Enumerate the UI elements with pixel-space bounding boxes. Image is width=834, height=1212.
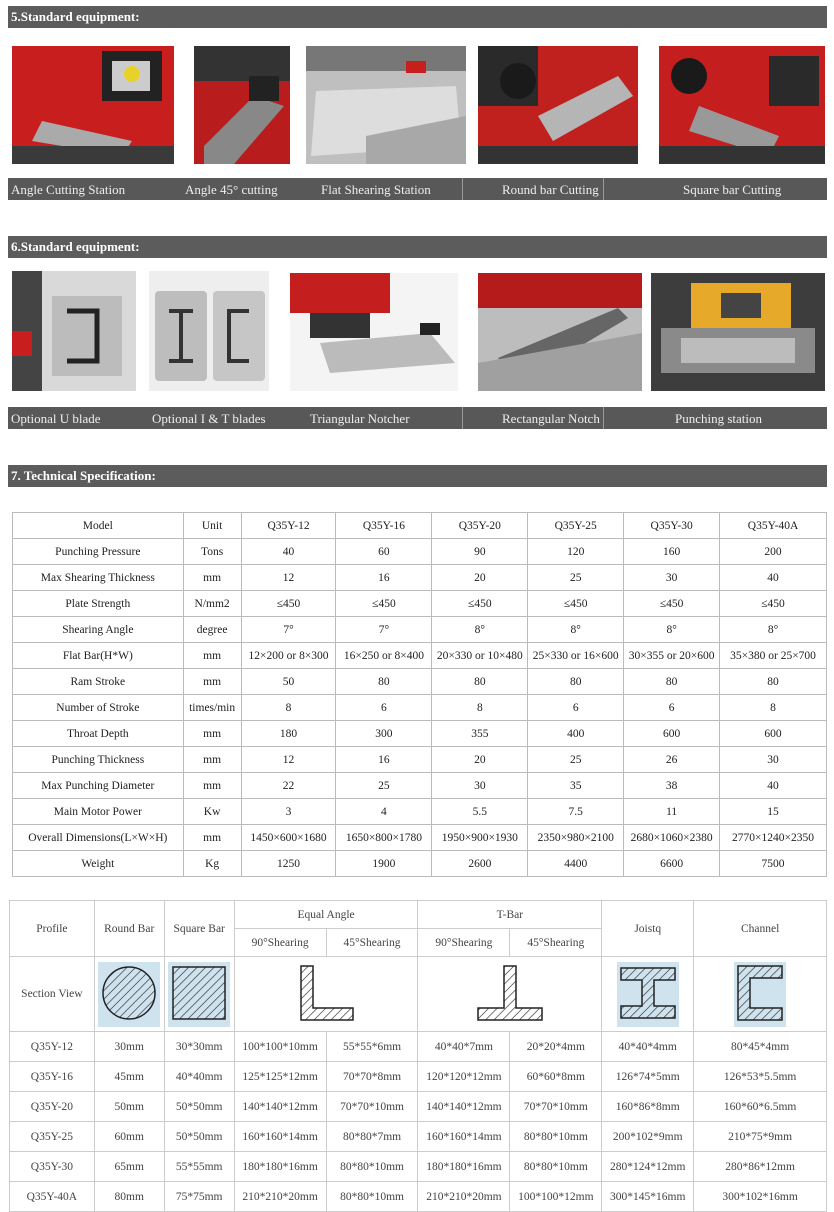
spec-cell: 40 [720, 565, 827, 591]
profile-cell: 50mm [94, 1092, 164, 1122]
spec-cell: 7° [241, 617, 336, 643]
spec-cell: 38 [624, 773, 720, 799]
photo-angle-45 [194, 46, 290, 164]
header-round-bar: Round Bar [94, 901, 164, 957]
profile-cell: 160*60*6.5mm [694, 1092, 827, 1122]
caption-row-1 [8, 178, 827, 200]
spec-cell: 8° [720, 617, 827, 643]
spec-cell: 80 [336, 669, 432, 695]
spec-cell: 8° [528, 617, 624, 643]
profile-cell: 60mm [94, 1122, 164, 1152]
caption-round-bar: Round bar Cutting [502, 182, 599, 197]
spec-cell: 8 [432, 695, 528, 721]
spec-cell: Punching Thickness [13, 747, 184, 773]
spec-cell: 300 [336, 721, 432, 747]
profile-cell: 126*53*5.5mm [694, 1062, 827, 1092]
spec-row [13, 643, 827, 669]
profile-cell: 100*100*10mm [234, 1032, 326, 1062]
spec-cell: mm [183, 773, 241, 799]
caption-i-t-blades: Optional I & T blades [152, 411, 266, 426]
profile-row [10, 1092, 827, 1122]
spec-cell: 4400 [528, 851, 624, 877]
photo-triangular-notcher [290, 273, 458, 391]
profile-row [10, 1122, 827, 1152]
spec-cell: 25×330 or 16×600 [528, 643, 624, 669]
spec-cell: 355 [432, 721, 528, 747]
profile-cell: 160*160*14mm [418, 1122, 510, 1152]
spec-row [13, 721, 827, 747]
spec-row [13, 617, 827, 643]
profile-cell: 45mm [94, 1062, 164, 1092]
profile-cell: 80*80*10mm [326, 1152, 418, 1182]
profile-cell: 126*74*5mm [602, 1062, 694, 1092]
header-channel: Channel [694, 901, 827, 957]
profile-cell: 65mm [94, 1152, 164, 1182]
profile-cell: Q35Y-16 [10, 1062, 95, 1092]
spec-cell: Plate Strength [13, 591, 184, 617]
spec-cell: Max Punching Diameter [13, 773, 184, 799]
spec-cell: 8 [241, 695, 336, 721]
profile-cell: 300*145*16mm [602, 1182, 694, 1212]
profile-cell: 50*50mm [164, 1122, 234, 1152]
spec-cell: 26 [624, 747, 720, 773]
caption-flat-shearing: Flat Shearing Station [321, 182, 431, 197]
spec-cell: Throat Depth [13, 721, 184, 747]
spec-cell: Kw [183, 799, 241, 825]
spec-cell: 7500 [720, 851, 827, 877]
profile-cell: 160*160*14mm [234, 1122, 326, 1152]
header-square-bar: Square Bar [164, 901, 234, 957]
spec-cell: 40 [720, 773, 827, 799]
caption-punching-station: Punching station [675, 411, 763, 426]
spec-row [13, 669, 827, 695]
profile-capacity-table [9, 900, 827, 1212]
spec-cell: Q35Y-20 [432, 513, 528, 539]
profile-cell: 180*180*16mm [418, 1152, 510, 1182]
profile-row [10, 1182, 827, 1212]
spec-cell: 50 [241, 669, 336, 695]
spec-cell: 11 [624, 799, 720, 825]
spec-cell: 16×250 or 8×400 [336, 643, 432, 669]
spec-row [13, 851, 827, 877]
header-tbar-45: 45°Shearing [510, 929, 602, 957]
spec-cell: 200 [720, 539, 827, 565]
spec-cell: Q35Y-16 [336, 513, 432, 539]
joist-section-icon [617, 962, 679, 1027]
spec-cell: ≤450 [432, 591, 528, 617]
spec-cell: 2600 [432, 851, 528, 877]
section-channel [694, 957, 827, 1032]
section-view-label: Section View [10, 957, 95, 1032]
spec-cell: 1250 [241, 851, 336, 877]
profile-cell: 30mm [94, 1032, 164, 1062]
profile-cell: 210*210*20mm [418, 1182, 510, 1212]
equal-angle-section-icon [295, 962, 357, 1024]
spec-cell: 80 [624, 669, 720, 695]
spec-cell: 180 [241, 721, 336, 747]
header-t-bar: T-Bar [418, 901, 602, 929]
spec-cell: 1900 [336, 851, 432, 877]
spec-cell: 80 [720, 669, 827, 695]
photo-rectangular-notch [478, 273, 642, 391]
caption-triangular-notcher: Triangular Notcher [310, 411, 410, 426]
profile-cell: Q35Y-30 [10, 1152, 95, 1182]
spec-cell: 600 [720, 721, 827, 747]
spec-cell: Flat Bar(H*W) [13, 643, 184, 669]
spec-cell: Ram Stroke [13, 669, 184, 695]
spec-cell: mm [183, 721, 241, 747]
spec-cell: Overall Dimensions(L×W×H) [13, 825, 184, 851]
caption-angle-45: Angle 45° cutting [185, 182, 278, 197]
profile-cell: 180*180*16mm [234, 1152, 326, 1182]
profile-cell: Q35Y-12 [10, 1032, 95, 1062]
spec-cell: 30 [720, 747, 827, 773]
spec-cell: 80 [528, 669, 624, 695]
header-equal-45: 45°Shearing [326, 929, 418, 957]
profile-cell: 70*70*10mm [510, 1092, 602, 1122]
profile-cell: 60*60*8mm [510, 1062, 602, 1092]
spec-row [13, 539, 827, 565]
spec-cell: ≤450 [720, 591, 827, 617]
spec-cell: 400 [528, 721, 624, 747]
spec-cell: Main Motor Power [13, 799, 184, 825]
spec-cell: 25 [528, 747, 624, 773]
spec-cell: mm [183, 669, 241, 695]
header-tbar-90: 90°Shearing [418, 929, 510, 957]
section-joist [602, 957, 694, 1032]
spec-cell: Shearing Angle [13, 617, 184, 643]
section-square-bar [164, 957, 234, 1032]
profile-cell: 80*80*10mm [510, 1152, 602, 1182]
spec-cell: 6 [336, 695, 432, 721]
spec-cell: 20 [432, 565, 528, 591]
spec-cell: 30 [624, 565, 720, 591]
spec-cell: 8° [432, 617, 528, 643]
spec-cell: Q35Y-30 [624, 513, 720, 539]
spec-row [13, 565, 827, 591]
spec-cell: Unit [183, 513, 241, 539]
spec-cell: 6600 [624, 851, 720, 877]
header-equal-90: 90°Shearing [234, 929, 326, 957]
header-profile: Profile [10, 901, 95, 957]
spec-cell: 4 [336, 799, 432, 825]
spec-cell: 40 [241, 539, 336, 565]
spec-cell: 12×200 or 8×300 [241, 643, 336, 669]
profile-cell: 30*30mm [164, 1032, 234, 1062]
spec-cell: 35×380 or 25×700 [720, 643, 827, 669]
spec-cell: 8 [720, 695, 827, 721]
spec-cell: 2680×1060×2380 [624, 825, 720, 851]
spec-cell: 120 [528, 539, 624, 565]
spec-cell: 12 [241, 565, 336, 591]
profile-cell: 80*80*10mm [326, 1182, 418, 1212]
spec-cell: 30×355 or 20×600 [624, 643, 720, 669]
header-equal-angle: Equal Angle [234, 901, 418, 929]
spec-cell: ≤450 [241, 591, 336, 617]
spec-cell: Kg [183, 851, 241, 877]
spec-cell: ≤450 [624, 591, 720, 617]
technical-spec-table [12, 512, 827, 877]
profile-cell: 55*55*6mm [326, 1032, 418, 1062]
spec-row [13, 773, 827, 799]
spec-cell: Punching Pressure [13, 539, 184, 565]
profile-row [10, 1152, 827, 1182]
spec-cell: 160 [624, 539, 720, 565]
profile-cell: 80*45*4mm [694, 1032, 827, 1062]
photo-u-blade [12, 271, 136, 391]
profile-cell: 70*70*8mm [326, 1062, 418, 1092]
profile-row [10, 1032, 827, 1062]
caption-angle-cutting: Angle Cutting Station [11, 182, 126, 197]
spec-cell: 6 [528, 695, 624, 721]
channel-section-icon [734, 962, 786, 1027]
section-6-header: 6.Standard equipment: [8, 236, 827, 258]
spec-cell: times/min [183, 695, 241, 721]
spec-cell: 3 [241, 799, 336, 825]
header-joist: Joistq [602, 901, 694, 957]
section-equal-angle [234, 957, 418, 1032]
photo-flat-shearing [306, 46, 466, 164]
profile-cell: 80mm [94, 1182, 164, 1212]
spec-cell: mm [183, 825, 241, 851]
profile-cell: 20*20*4mm [510, 1032, 602, 1062]
profile-cell: 40*40*7mm [418, 1032, 510, 1062]
spec-cell: 22 [241, 773, 336, 799]
photo-angle-cutting [12, 46, 174, 164]
profile-cell: Q35Y-20 [10, 1092, 95, 1122]
spec-cell: 16 [336, 565, 432, 591]
profile-cell: 125*125*12mm [234, 1062, 326, 1092]
spec-cell: Weight [13, 851, 184, 877]
profile-cell: 160*86*8mm [602, 1092, 694, 1122]
spec-cell: mm [183, 565, 241, 591]
spec-cell: Q35Y-12 [241, 513, 336, 539]
spec-cell: 90 [432, 539, 528, 565]
spec-cell: 7.5 [528, 799, 624, 825]
spec-cell: 1450×600×1680 [241, 825, 336, 851]
spec-row [13, 695, 827, 721]
spec-row [13, 747, 827, 773]
section-7-header: 7. Technical Specification: [8, 465, 827, 487]
caption-square-bar: Square bar Cutting [683, 182, 782, 197]
spec-cell: mm [183, 643, 241, 669]
profile-cell: 120*120*12mm [418, 1062, 510, 1092]
profile-cell: 210*210*20mm [234, 1182, 326, 1212]
spec-cell: 7° [336, 617, 432, 643]
spec-cell: Max Shearing Thickness [13, 565, 184, 591]
spec-cell: degree [183, 617, 241, 643]
spec-cell: ≤450 [528, 591, 624, 617]
section-5-header: 5.Standard equipment: [8, 6, 827, 28]
spec-cell: 60 [336, 539, 432, 565]
profile-cell: 280*124*12mm [602, 1152, 694, 1182]
spec-cell: ≤450 [336, 591, 432, 617]
photo-round-bar [478, 46, 638, 164]
caption-row-2 [8, 407, 827, 429]
spec-row [13, 825, 827, 851]
profile-cell: 200*102*9mm [602, 1122, 694, 1152]
spec-cell: Model [13, 513, 184, 539]
spec-cell: Q35Y-40A [720, 513, 827, 539]
spec-cell: 30 [432, 773, 528, 799]
profile-cell: Q35Y-40A [10, 1182, 95, 1212]
profile-cell: 140*140*12mm [418, 1092, 510, 1122]
spec-cell: 1650×800×1780 [336, 825, 432, 851]
spec-cell: 20×330 or 10×480 [432, 643, 528, 669]
profile-cell: 140*140*12mm [234, 1092, 326, 1122]
spec-cell: Q35Y-25 [528, 513, 624, 539]
t-bar-section-icon [475, 962, 545, 1024]
spec-cell: 25 [336, 773, 432, 799]
profile-cell: 40*40*4mm [602, 1032, 694, 1062]
spec-cell: 600 [624, 721, 720, 747]
spec-cell: 2770×1240×2350 [720, 825, 827, 851]
profile-cell: 70*70*10mm [326, 1092, 418, 1122]
spec-cell: 12 [241, 747, 336, 773]
profile-cell: 100*100*12mm [510, 1182, 602, 1212]
profile-row [10, 1062, 827, 1092]
spec-cell: mm [183, 747, 241, 773]
spec-cell: 80 [432, 669, 528, 695]
square-bar-section-icon [168, 962, 230, 1027]
photo-i-t-blades [149, 271, 269, 391]
spec-cell: 25 [528, 565, 624, 591]
profile-cell: 50*50mm [164, 1092, 234, 1122]
spec-cell: 6 [624, 695, 720, 721]
profile-cell: 280*86*12mm [694, 1152, 827, 1182]
photo-punching-station [651, 273, 825, 391]
profile-cell: 75*75mm [164, 1182, 234, 1212]
profile-cell: 300*102*16mm [694, 1182, 827, 1212]
caption-rectangular-notch: Rectangular Notch [502, 411, 600, 426]
caption-u-blade: Optional U blade [11, 411, 101, 426]
spec-cell: 35 [528, 773, 624, 799]
profile-cell: 210*75*9mm [694, 1122, 827, 1152]
spec-cell: Number of Stroke [13, 695, 184, 721]
spec-cell: 2350×980×2100 [528, 825, 624, 851]
photo-square-bar [659, 46, 825, 164]
spec-cell: 8° [624, 617, 720, 643]
spec-header-row [13, 513, 827, 539]
section-round-bar [94, 957, 164, 1032]
profile-cell: 40*40mm [164, 1062, 234, 1092]
profile-cell: 80*80*7mm [326, 1122, 418, 1152]
spec-cell: Tons [183, 539, 241, 565]
profile-cell: 55*55mm [164, 1152, 234, 1182]
round-bar-section-icon [98, 962, 160, 1027]
spec-cell: 20 [432, 747, 528, 773]
spec-cell: 1950×900×1930 [432, 825, 528, 851]
spec-row [13, 799, 827, 825]
spec-row [13, 591, 827, 617]
spec-cell: 16 [336, 747, 432, 773]
section-t-bar [418, 957, 602, 1032]
spec-cell: N/mm2 [183, 591, 241, 617]
profile-cell: 80*80*10mm [510, 1122, 602, 1152]
spec-cell: 15 [720, 799, 827, 825]
profile-cell: Q35Y-25 [10, 1122, 95, 1152]
spec-cell: 5.5 [432, 799, 528, 825]
